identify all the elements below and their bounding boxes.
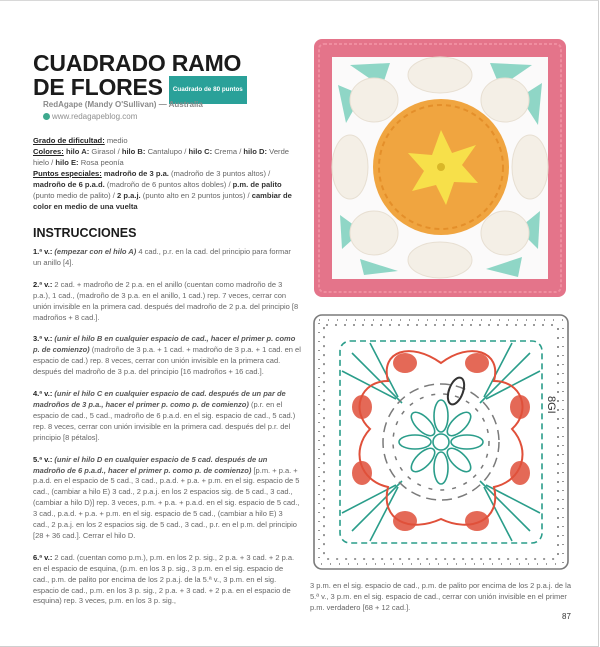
pattern-meta <box>33 135 298 212</box>
round-text: (madroño de 3 p.a. + 1 cad. + madroño de 3 p.a. + 1 cad. en el espacio de cad.) rep. 8 veces, cerrar con unión invisible en la primera cad. después del madroño de 3 p.a. del principio [16 madroños + 16 cad.]. <box>33 345 301 377</box>
round-number: 5.ª v.: <box>33 454 53 464</box>
round-step <box>33 334 301 378</box>
round-note: (unir el hilo D en cualquier espacio de 5 cad. después de un madroño de 6 p.a.d., hacer el primer p. como p. de comienzo) <box>33 454 268 475</box>
designer-credit: RedAgape (Mandy O'Sullivan) — Australia <box>43 100 203 109</box>
round-text: 4 cad., p.r. en la cad. del principio para formar un anillo [4]. <box>33 247 291 267</box>
difficulty-row <box>33 135 298 146</box>
round-text: (p.r. en el espacio de cad., 5 cad., madroño de 6 p.a.d. en el sig. espacio de cad., 5 cad.) rep. 8 veces, cerrar con unión invisible en la primera cad. después del p.r. del principio [8 pétalos]. <box>33 399 296 442</box>
stitch-desc: (madroño de 6 puntos altos dobles) <box>106 180 227 189</box>
round-text: [p.m. + p.a. + p.a.d. en el espacio de 5 cad., 3 cad., p.a.d. + p.a. + p.m. en el sig. espacio de 5 cad., (cambiar a hilo E) 3 cad., 2 p.a.j. en los 2 espacios sig. de 5 cad., 3 cad., (cambiar a hilo D)] rep. 3 veces, p.m. + p.a. + p.a.d. en el sig. espacio de 5 cad., 3 cad., p.a.d. + p.a. + p.m. en el sig. espacio de 5 cad., (cambiar a hilo E) 3 cad., 2 p.a.j. en los 2 espacios sig. de 5 cad., 3 cad., p.r. en el p.m. del principio [28 + 36 cad.]. Cerrar el hilo D. <box>33 465 300 540</box>
stitch-desc: (madroño de 3 puntos altos) <box>171 169 267 178</box>
color-value: Crema <box>214 147 238 156</box>
color-value: Girasol <box>91 147 116 156</box>
color-label: hilo B: <box>121 147 146 156</box>
designer-website[interactable] <box>43 112 137 121</box>
round-number: 4.ª v.: <box>33 389 53 399</box>
stitch-term: cambiar de color en medio de una vuelta <box>33 191 292 211</box>
round-note: (empezar con el hilo A) <box>54 247 137 256</box>
round-step <box>33 247 301 269</box>
color-label: hilo E: <box>55 158 79 167</box>
stitch-desc: (punto medio de palito) <box>33 191 111 200</box>
title-line-2: DE FLORES <box>33 74 163 100</box>
stitch-term: p.m. de palito <box>232 180 282 189</box>
granny-square-photo <box>310 35 570 301</box>
round-number: 3.ª v.: <box>33 334 53 344</box>
round-step <box>33 280 301 324</box>
color-label: hilo A: <box>65 147 90 156</box>
crochet-chart-diagram <box>310 311 572 573</box>
color-label: hilo C: <box>188 147 213 156</box>
colors-row: Colores: hilo A: Girasol / hilo B: Cantalupo / hilo C: Crema / hilo D: Verde hielo / hilo E: Rosa peonía <box>33 147 290 167</box>
round-step <box>33 553 301 608</box>
difficulty-value: medio <box>106 136 128 145</box>
color-value: Verde hielo <box>33 147 290 167</box>
stitch-count-badge: Cuadrado de 80 puntos <box>169 76 247 104</box>
round-number: 6.ª v.: <box>33 552 53 562</box>
page-number: 87 <box>562 612 571 621</box>
title-line-1: CUADRADO RAMO <box>33 50 242 76</box>
round-step <box>33 389 301 444</box>
diagram-label: 8GI <box>545 396 557 414</box>
round-note: (unir el hilo C en cualquier espacio de cad. después de un par de madroños de 3 p.a., hacer el primer p. como p. de comienzo) <box>33 389 286 409</box>
stitch-desc: (punto alto en 2 puntos juntos) <box>142 191 246 200</box>
color-value: Cantalupo <box>147 147 183 156</box>
round-number: 2.ª v.: <box>33 279 53 289</box>
globe-icon <box>43 113 50 120</box>
stitch-term: 2 p.a.j. <box>117 191 141 200</box>
round-note: (unir el hilo B en cualquier espacio de cad., hacer el primer p. como p. de comienzo) <box>33 334 296 355</box>
special-stitches-row: Puntos especiales: madroño de 3 p.a. (madroño de 3 puntos altos) / madroño de 6 p.a.d. (madroño de 6 puntos altos dobles) / p.m. de palito (punto medio de palito) / 2 p.a.j. (punto alto en 2 puntos juntos) / cambiar de color en medio de una vuelta <box>33 169 292 211</box>
difficulty-label: Grado de dificultad: <box>33 136 105 145</box>
website-link[interactable]: www.redagapeblog.com <box>52 112 138 121</box>
color-value: Rosa peonía <box>80 158 124 167</box>
round-number: 1.ª v.: <box>33 247 53 256</box>
stitch-term: madroño de 6 p.a.d. <box>33 180 105 189</box>
page-title <box>33 51 247 104</box>
round-text: 2 cad. (cuentan como p.m.), p.m. en los 2 p. sig., 2 p.a. + 3 cad. + 2 p.a. en el espacio de esquina, (p.m. en los 3 p. sig., 3 p.m. en el sig. espacio de cad., p.m. de palito por encima de los 2 p.a.j. de la 5.ª v., 3 p.m. en el sig. espacio de cad., p.m. en los 3 p. sig., 2 p.a. + 3 cad. + 2 p.a. en el espacio de esquina) rep. 3 veces, p.m. en los 3 p. sig., <box>33 552 295 606</box>
round-text: 2 cad. + madroño de 2 p.a. en el anillo (cuentan como madroño de 3 p.a.), 1 cad., (madroño de 3 p.a. en el anillo, 1 cad.) rep. 7 veces, cerrar con unión invisible en la primera cad. después del madroño de 2 p.a. del principio [8 madroños + 8 cad.]. <box>33 279 299 322</box>
color-label: hilo D: <box>243 147 268 156</box>
instructions-continuation: 3 p.m. en el sig. espacio de cad., p.m. de palito por encima de los 2 p.a.j. de la 5.ª v., 3 p.m. en el sig. espacio de cad., cerrar con unión invisible en el primer p.m. verdadero [68 + 12 cad.]. <box>310 581 571 612</box>
instructions-heading: INSTRUCCIONES <box>33 226 137 240</box>
instructions-list <box>33 247 301 618</box>
special-label: Puntos especiales: <box>33 169 102 178</box>
stitch-term: madroño de 3 p.a. <box>103 169 169 178</box>
colors-label: Colores: <box>33 147 64 156</box>
round-step <box>33 455 301 542</box>
